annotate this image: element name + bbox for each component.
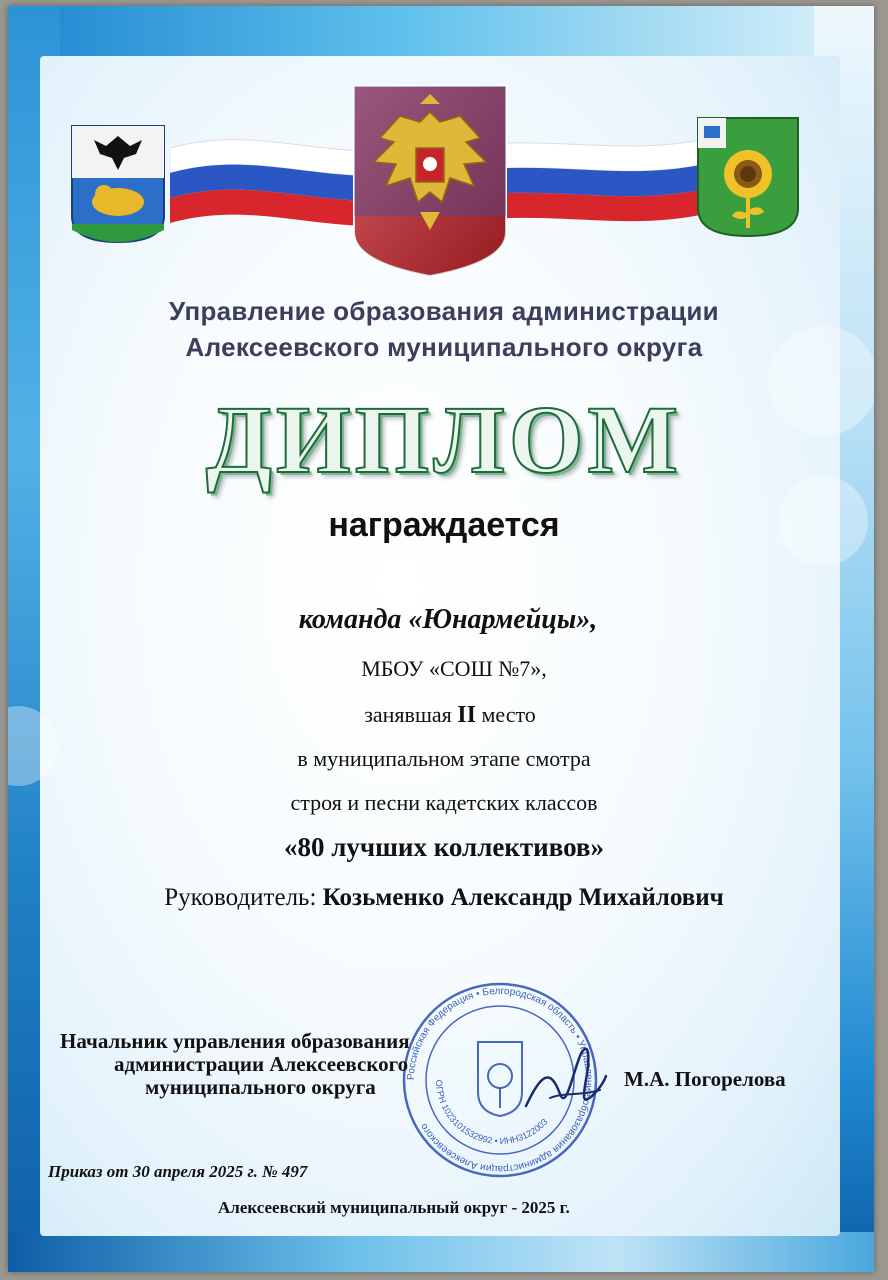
description-line2: строя и песни кадетских классов xyxy=(290,790,598,815)
handwritten-signature-icon xyxy=(520,1036,610,1126)
signatory-name: М.А. Погорелова xyxy=(624,1067,786,1091)
place-line xyxy=(0,702,888,729)
place-suffix: место xyxy=(481,702,536,727)
signatory-title-line2: администрации Алексеевского xyxy=(114,1052,409,1076)
signatory-title-line3: муниципального округа xyxy=(145,1075,376,1099)
organization-name-line2: Алексеевского муниципального округа xyxy=(185,332,703,362)
leader-name: Козьменко Александр Михайлович xyxy=(322,884,724,911)
stamp-inner-text: ОГРН 1023101532992 • ИНН3122003 xyxy=(433,1079,550,1147)
footer-place-year: Алексеевский муниципальный округ - 2025 г. xyxy=(218,1198,570,1217)
awarded-text: награждается xyxy=(328,506,560,544)
russia-coat-of-arms-icon xyxy=(350,82,510,278)
leader-line xyxy=(0,884,888,912)
team-name: команда «Юнармейцы», xyxy=(298,604,598,635)
stamp-outer-text: Российская Федерация • Белгородская область • Управление образования администрации Алексеевского xyxy=(405,985,595,1175)
alekseevsky-district-emblem-icon xyxy=(696,116,800,238)
place-value: II xyxy=(457,702,476,728)
frame-bottom-decor xyxy=(8,1232,874,1272)
leader-label: Руководитель: xyxy=(164,884,317,911)
belgorod-region-emblem-icon xyxy=(70,124,166,244)
organization-name-line1: Управление образования администрации xyxy=(169,296,719,326)
place-prefix: занявшая xyxy=(364,702,452,727)
description-line1: в муниципальном этапе смотра xyxy=(297,746,591,771)
contest-name: «80 лучших коллективов» xyxy=(283,832,605,862)
signatory-title-line1: Начальник управления образования xyxy=(60,1029,410,1053)
diploma-heading: ДИПЛОМ xyxy=(205,386,683,493)
school-name: МБОУ «СОШ №7», xyxy=(361,656,547,681)
order-reference: Приказ от 30 апреля 2025 г. № 497 xyxy=(48,1162,308,1181)
